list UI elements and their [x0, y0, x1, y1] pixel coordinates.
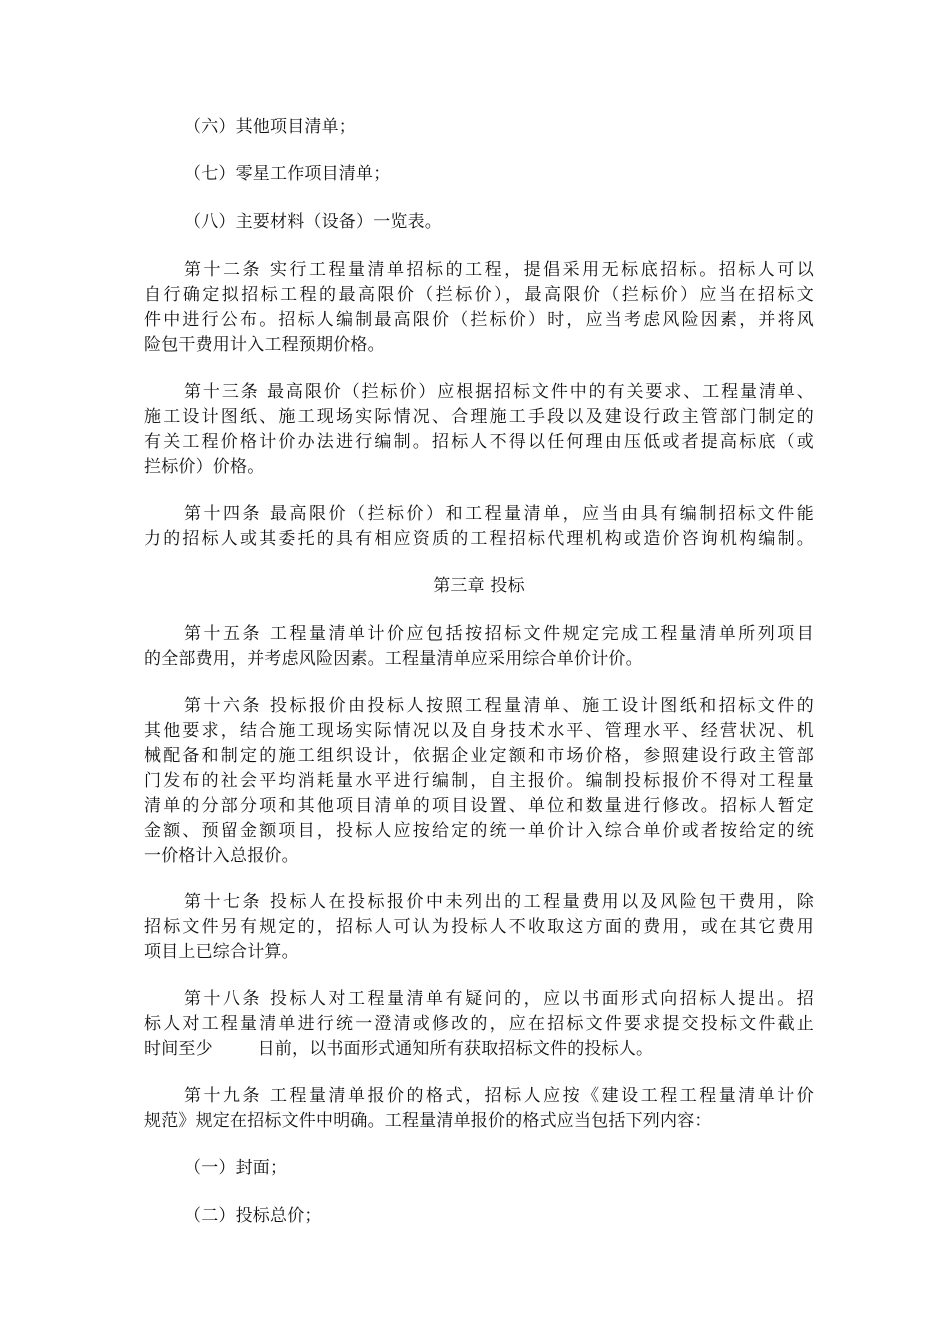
article-16-line-6: 金额、预留金额项目，投标人应按给定的统一单价计入综合单价或者按给定的统 — [144, 821, 814, 841]
list-item-6: （六）其他项目清单； — [184, 117, 356, 137]
article-19-line-1: 第十九条 工程量清单报价的格式，招标人应按《建设工程工程量清单计价 — [184, 1086, 814, 1106]
article-12-line-1: 第十二条 实行工程量清单招标的工程，提倡采用无标底招标。招标人可以 — [184, 260, 814, 280]
article-16-line-1: 第十六条 投标报价由投标人按照工程量清单、施工设计图纸和招标文件的 — [184, 696, 814, 716]
article-17-line-2: 招标文件另有规定的，招标人可认为投标人不收取这方面的费用，或在其它费用 — [144, 917, 814, 937]
article-18-line-2: 标人对工程量清单进行统一澄清或修改的，应在招标文件要求提交投标文件截止 — [144, 1014, 814, 1034]
article-13-line-1: 第十三条 最高限价（拦标价）应根据招标文件中的有关要求、工程量清单、 — [184, 382, 814, 402]
article-17-line-1: 第十七条 投标人在投标报价中未列出的工程量费用以及风险包干费用，除 — [184, 892, 814, 912]
article-16-line-2: 其他要求，结合施工现场实际情况以及自身技术水平、管理水平、经营状况、机 — [144, 721, 814, 741]
article-14-line-1: 第十四条 最高限价（拦标价）和工程量清单，应当由具有编制招标文件能 — [184, 504, 814, 524]
article-16-line-7: 一价格计入总报价。 — [144, 846, 299, 866]
list-item-8: （八）主要材料（设备）一览表。 — [184, 212, 442, 232]
list-item-1: （一）封面； — [184, 1158, 288, 1178]
article-15-line-1: 第十五条 工程量清单计价应包括按招标文件规定完成工程量清单所列项目 — [184, 624, 814, 644]
article-15-line-2: 的全部费用，并考虑风险因素。工程量清单应采用综合单价计价。 — [144, 649, 643, 669]
article-18-line-3: 时间至少 日前，以书面形式通知所有获取招标文件的投标人。 — [144, 1039, 654, 1059]
article-13-line-2: 施工设计图纸、施工现场实际情况、合理施工手段以及建设行政主管部门制定的 — [144, 407, 814, 427]
article-19-line-2: 规范》规定在招标文件中明确。工程量清单报价的格式应当包括下列内容： — [144, 1111, 712, 1131]
article-17-line-3: 项目上已综合计算。 — [144, 942, 299, 962]
list-item-2: （二）投标总价； — [184, 1206, 322, 1226]
article-12-line-3: 件中进行公布。招标人编制最高限价（拦标价）时，应当考虑风险因素，并将风 — [144, 310, 814, 330]
article-18-line-1: 第十八条 投标人对工程量清单有疑问的，应以书面形式向招标人提出。招 — [184, 989, 814, 1009]
chapter-heading: 第三章 投标 — [433, 576, 525, 596]
article-14-line-2: 力的招标人或其委托的具有相应资质的工程招标代理机构或造价咨询机构编制。 — [144, 529, 814, 549]
article-13-line-4: 拦标价）价格。 — [144, 457, 265, 477]
article-12-line-4: 险包干费用计入工程预期价格。 — [144, 335, 385, 355]
article-16-line-4: 门发布的社会平均消耗量水平进行编制，自主报价。编制投标报价不得对工程量 — [144, 771, 814, 791]
article-13-line-3: 有关工程价格计价办法进行编制。招标人不得以任何理由压低或者提高标底（或 — [144, 432, 814, 452]
article-16-line-3: 械配备和制定的施工组织设计，依据企业定额和市场价格，参照建设行政主管部 — [144, 746, 814, 766]
article-12-line-2: 自行确定拟招标工程的最高限价（拦标价），最高限价（拦标价）应当在招标文 — [144, 285, 814, 305]
list-item-7: （七）零星工作项目清单； — [184, 164, 391, 184]
article-16-line-5: 清单的分部分项和其他项目清单的项目设置、单位和数量进行修改。招标人暂定 — [144, 796, 814, 816]
